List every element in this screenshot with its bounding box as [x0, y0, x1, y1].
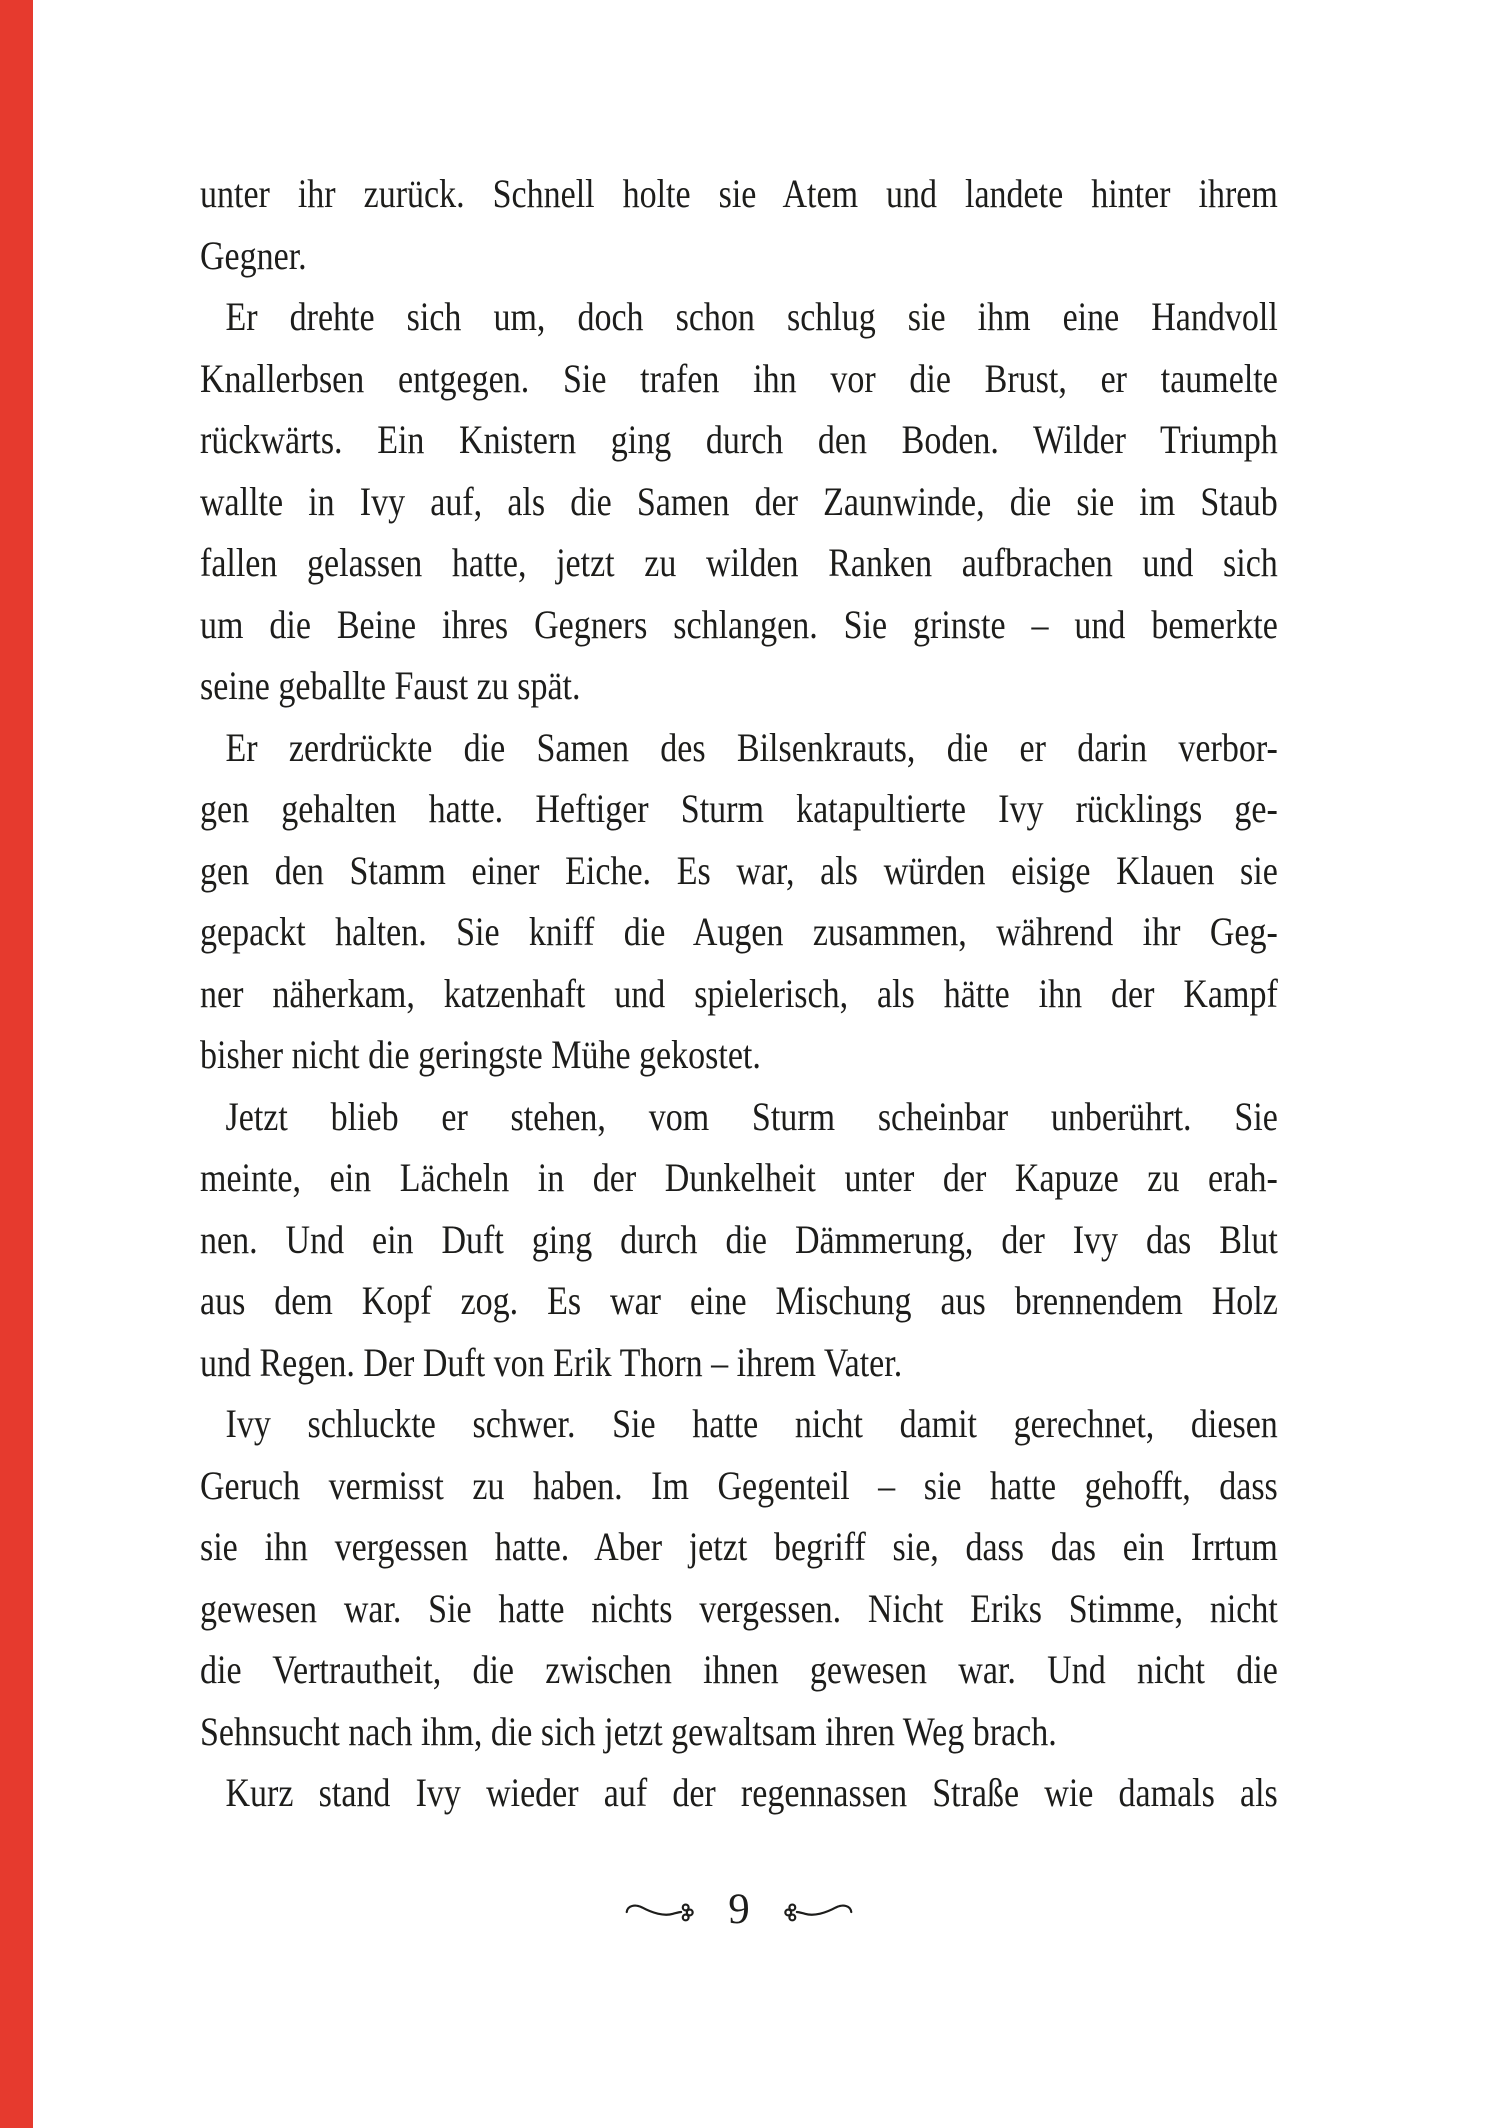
text-line: seine geballte Faust zu spät.	[200, 663, 581, 708]
text-line: wallte in Ivy auf, als die Samen der Zaunwinde, die sie im Staub	[200, 478, 1278, 524]
text-line: bisher nicht die geringste Mühe gekostet.	[200, 1032, 761, 1077]
page-number: 9	[728, 1886, 750, 1933]
text-line: nen. Und ein Duft ging durch die Dämmerung, der Ivy das Blut	[200, 1216, 1278, 1262]
text-line: fallen gelassen hatte, jetzt zu wilden Ranken aufbrachen und sich	[200, 540, 1278, 585]
page-text	[200, 163, 1278, 1824]
text-line: Ivy schluckte schwer. Sie hatte nicht damit gerechnet, diesen	[225, 1401, 1278, 1446]
text-line: unter ihr zurück. Schnell holte sie Atem und landete hinter ihrem	[200, 171, 1278, 216]
text-line: sie ihn vergessen hatte. Aber jetzt begriff sie, dass das ein Irrtum	[200, 1524, 1278, 1569]
text-line: Er zerdrückte die Samen des Bilsenkrauts, die er darin verbor-	[225, 724, 1278, 770]
text-line: Sehnsucht nach ihm, die sich jetzt gewaltsam ihren Weg brach.	[200, 1708, 1057, 1754]
text-line: die Vertrautheit, die zwischen ihnen gewesen war. Und nicht die	[200, 1647, 1278, 1692]
text-line: und Regen. Der Duft von Erik Thorn – ihrem Vater.	[200, 1339, 903, 1385]
text-line: aus dem Kopf zog. Es war eine Mischung aus brennendem Holz	[200, 1278, 1278, 1323]
text-line: Jetzt blieb er stehen, vom Sturm scheinbar unberührt. Sie	[225, 1093, 1278, 1139]
text-line: rückwärts. Ein Knistern ging durch den Boden. Wilder Triumph	[200, 417, 1278, 462]
flourish-right-icon	[776, 1898, 854, 1926]
text-line: Er drehte sich um, doch schon schlug sie ihm eine Handvoll	[225, 294, 1278, 339]
text-line: Geruch vermisst zu haben. Im Gegenteil – sie hatte gehofft, dass	[200, 1462, 1278, 1508]
text-line: gen gehalten hatte. Heftiger Sturm katapultierte Ivy rücklings ge-	[200, 786, 1278, 831]
text-line: gen den Stamm einer Eiche. Es war, als würden eisige Klauen sie	[200, 847, 1278, 893]
page-footer	[200, 1888, 1278, 1935]
text-line: meinte, ein Lächeln in der Dunkelheit unter der Kapuze zu erah-	[200, 1155, 1278, 1200]
text-line: gepackt halten. Sie kniff die Augen zusammen, während ihr Geg-	[200, 909, 1278, 954]
text-line: gewesen war. Sie hatte nichts vergessen. Nicht Eriks Stimme, nicht	[200, 1585, 1278, 1631]
text-line: ner näherkam, katzenhaft und spielerisch, als hätte ihn der Kampf	[200, 970, 1278, 1016]
flourish-left-icon	[624, 1898, 702, 1926]
text-line: Gegner.	[200, 232, 307, 278]
book-page	[33, 0, 1500, 2128]
text-line: um die Beine ihres Gegners schlangen. Sie grinste – und bemerkte	[200, 601, 1278, 647]
text-line: Kurz stand Ivy wieder auf der regennassen Straße wie damals als	[225, 1770, 1278, 1815]
book-cover-edge	[0, 0, 33, 2128]
text-line: Knallerbsen entgegen. Sie trafen ihn vor die Brust, er taumelte	[200, 355, 1278, 401]
